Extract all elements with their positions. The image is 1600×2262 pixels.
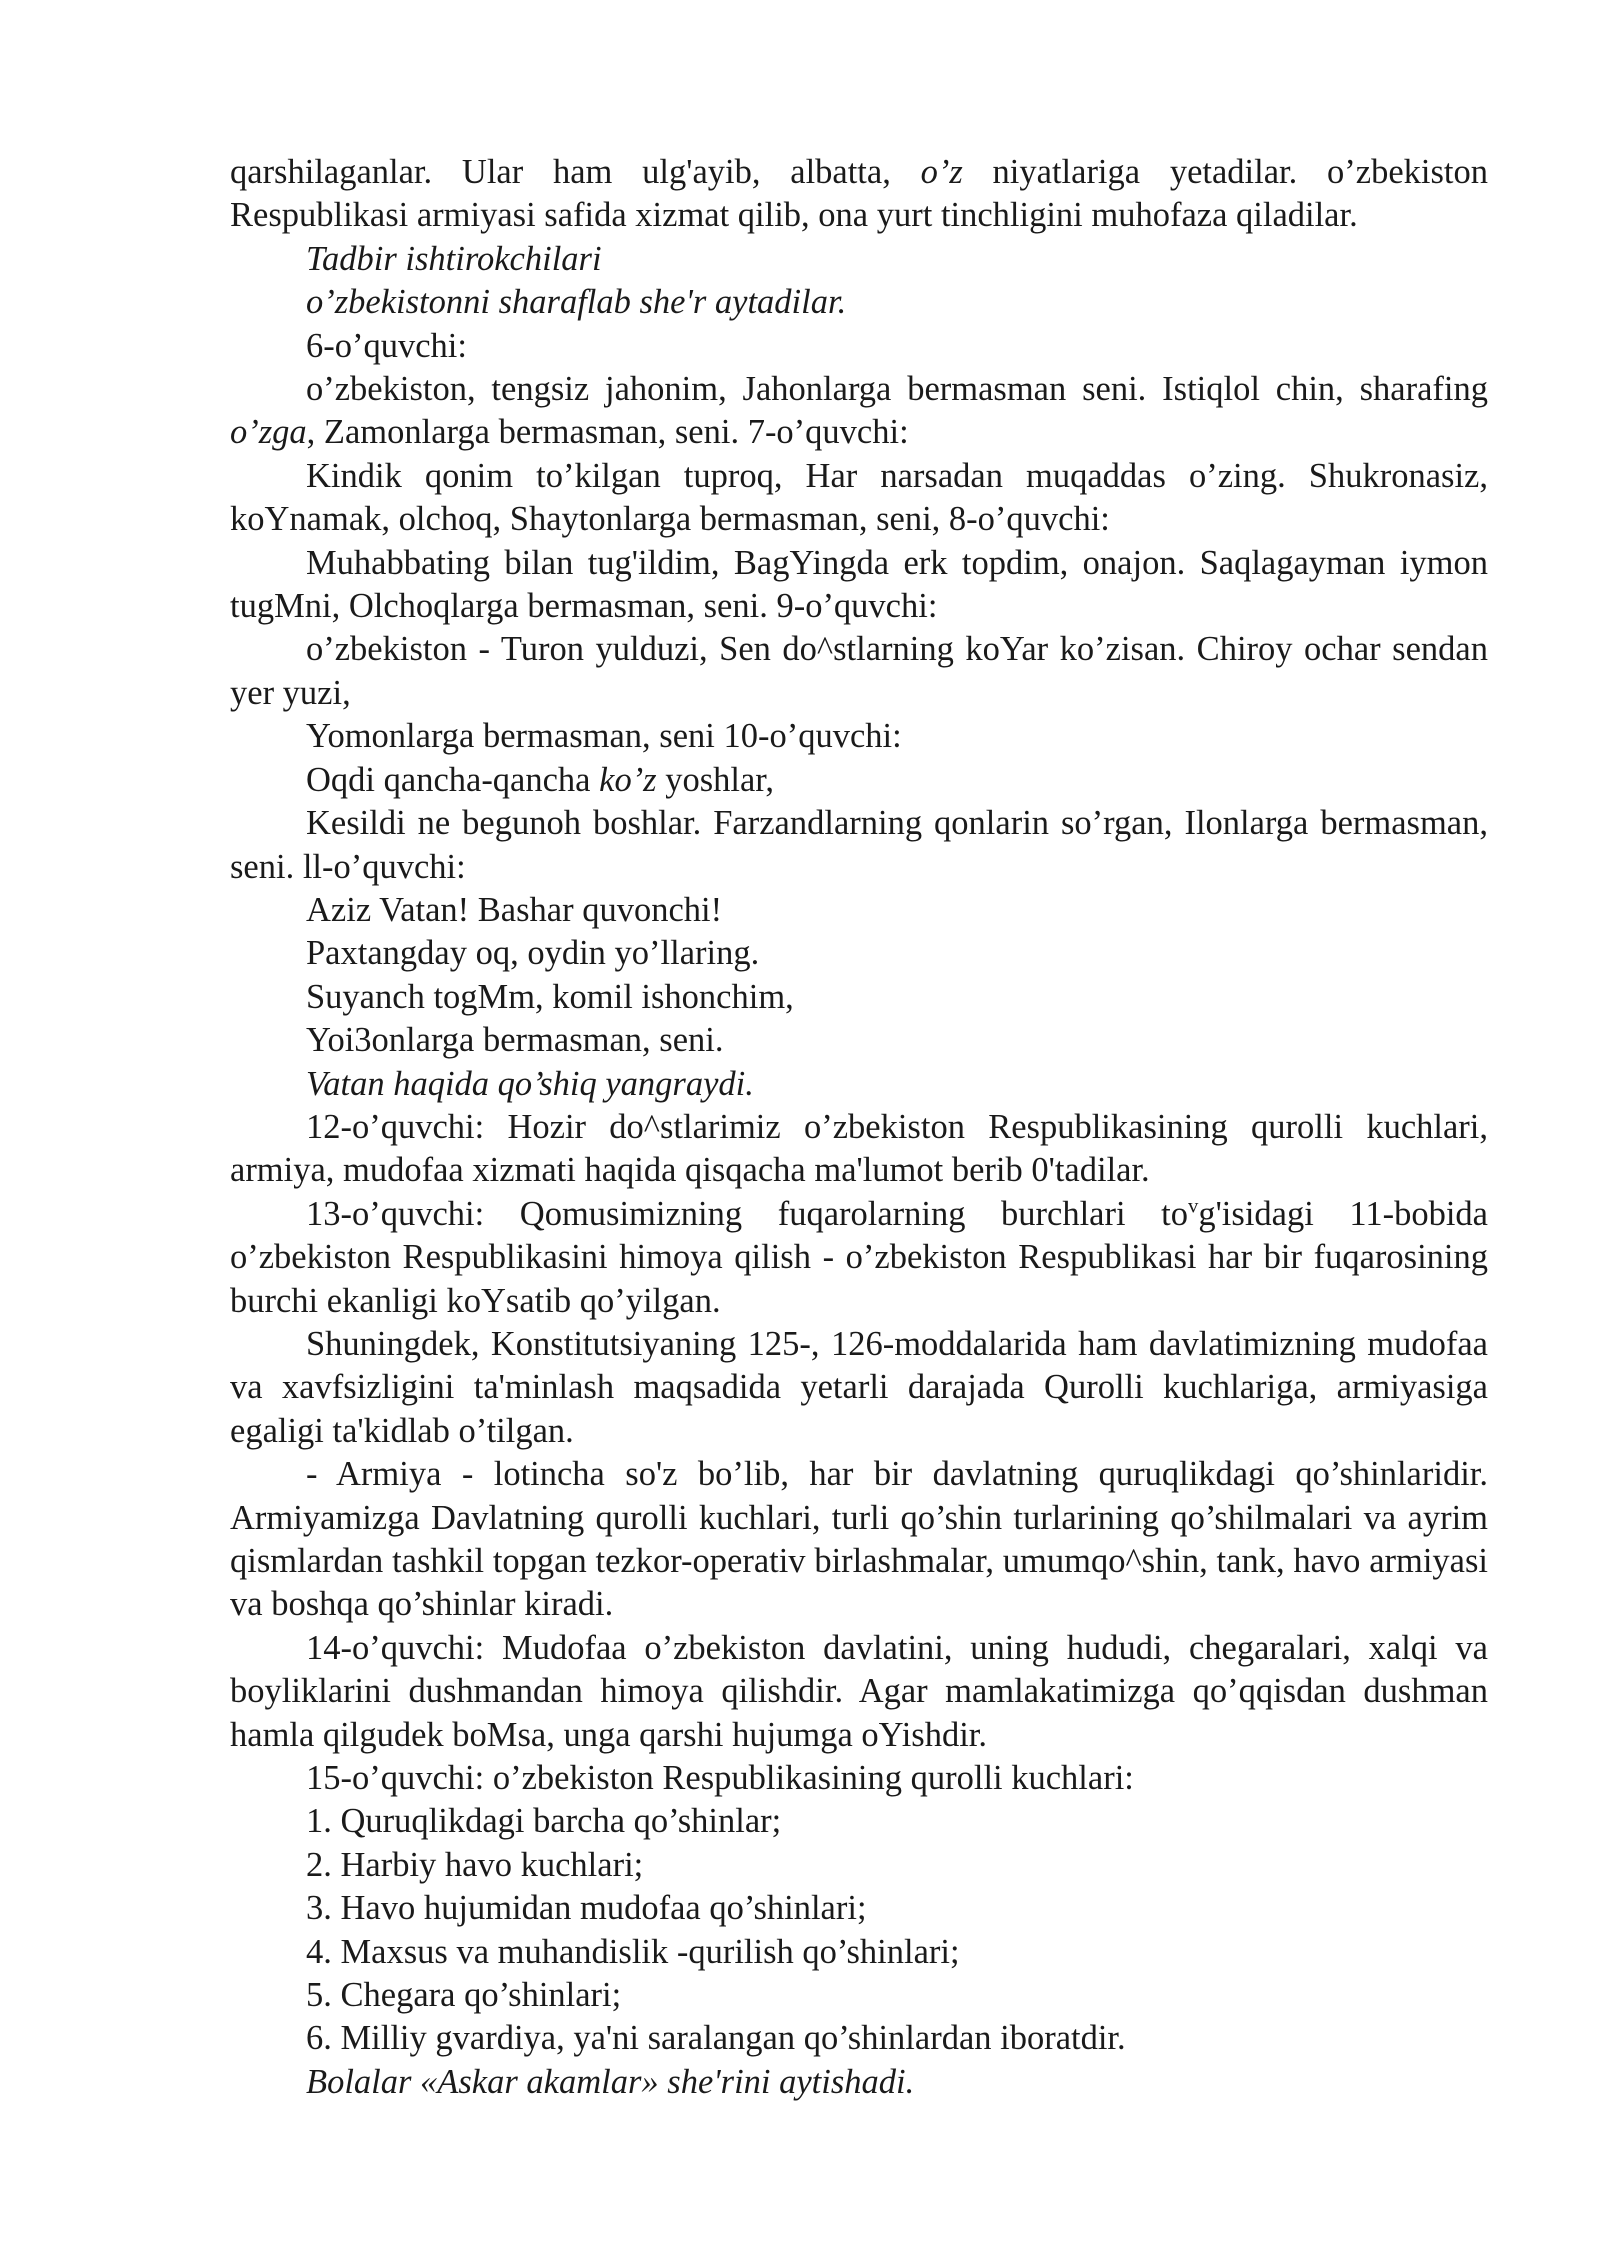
text-run: Yomonlarga bermasman, seni 10-o’quvchi: (306, 717, 902, 756)
paragraph (230, 2017, 1488, 2060)
text-run: Paxtangday oq, oydin yo’llaring. (306, 934, 760, 973)
text-run: 6. Milliy gvardiya, ya'ni saralangan qo’shinlardan iboratdir. (306, 2019, 1126, 2058)
text-run: 5. Chegara qo’shinlari; (306, 1976, 622, 2015)
paragraph (230, 1931, 1488, 1974)
text-run: 1. Quruqlikdagi barcha qo’shinlar; (306, 1802, 782, 1841)
text-run: Bolalar «Askar akamlar» she'rini aytishadi. (306, 2062, 915, 2101)
text-run: Shuningdek, Konstitutsiyaning 125-, 126-moddalarida ham davlatimizning mudofaa va xavfsizligini ta'minlash maqsadida yetarli darajada Qurolli kuchlariga, armiyasiga egaligi ta'kidlab o’tilgan. (230, 1324, 1488, 1450)
text-run: niyatlariga yetadilar. o’zbekiston Respublikasi armiyasi safida xizmat qilib, ona yurt tinchligini muhofaza qiladilar. (230, 153, 1488, 235)
text-run: o’z (920, 153, 963, 191)
text-run: , Zamonlarga bermasman, seni. 7-o’quvchi: (306, 413, 909, 452)
paragraph (230, 238, 1488, 281)
text-run: 14-o’quvchi: Mudofaa o’zbekiston davlatini, uning hududi, chegaralari, xalqi va boyliklarini dushmandan himoya qilishdir. Agar mamlakatimizga qo’qqisdan dushman hamla qilgudek boMsa, unga qarshi hujumga oYishdir. (230, 1628, 1488, 1754)
document-body (230, 151, 1488, 2104)
paragraph (230, 802, 1488, 889)
text-run: o’zbekiston, tengsiz jahonim, Jahonlarga bermasman seni. Istiqlol chin, sharafing (306, 370, 1488, 409)
paragraph (230, 151, 1488, 238)
paragraph (230, 2061, 1488, 2104)
text-run: 12-o’quvchi: Hozir do^stlarimiz o’zbekiston Respublikasining qurolli kuchlari, armiya, mudofaa xizmati haqida qisqacha ma'lumot berib 0'tadilar. (230, 1107, 1488, 1190)
paragraph (230, 889, 1488, 932)
paragraph (230, 281, 1488, 324)
text-run: 4. Maxsus va muhandislik -qurilish qo’shinlari; (306, 1932, 960, 1971)
text-run: Yoi3onlarga bermasman, seni. (306, 1021, 724, 1060)
text-run: g'isidagi 11-bobida o’zbekiston Respublikasini himoya qilish - o’zbekiston Respublikasi har bir fuqarosining burchi ekanligi koYsatib qo’yilgan. (230, 1194, 1488, 1320)
text-run: Tadbir ishtirokchilari (306, 239, 602, 278)
paragraph (230, 759, 1488, 802)
text-run: - Armiya - lotincha so'z bo’lib, har bir davlatning quruqlikdagi qo’shinlaridir. Armiyamizga Davlatning qurolli kuchlari, turli qo’shin turlarining qo’shilmalari va ayrim qismlardan tashkil topgan tezkor-operativ birlashmalar, umumqo^shin, tank, havo armiyasi va boshqa qo’shinlar kiradi. (230, 1455, 1488, 1624)
text-run: Aziz Vatan! Bashar quvonchi! (306, 890, 723, 929)
paragraph (230, 715, 1488, 758)
text-run: ko’z (599, 760, 657, 799)
paragraph (230, 455, 1488, 542)
text-run: Vatan haqida qo’shiq yangraydi. (306, 1064, 754, 1103)
text-run: o’zbekistonni sharaflab she'r aytadilar. (306, 283, 847, 322)
paragraph (230, 325, 1488, 368)
paragraph (230, 1800, 1488, 1843)
paragraph (230, 1106, 1488, 1193)
superscript-text: v (1188, 1195, 1199, 1218)
text-run: 13-o’quvchi: Qomusimizning fuqarolarning burchlari to (306, 1194, 1188, 1233)
paragraph (230, 628, 1488, 715)
paragraph (230, 1193, 1488, 1323)
paragraph (230, 368, 1488, 455)
paragraph (230, 1757, 1488, 1800)
paragraph (230, 1627, 1488, 1757)
paragraph (230, 1453, 1488, 1627)
text-run: Kesildi ne begunoh boshlar. Farzandlarning qonlarin so’rgan, Ilonlarga bermasman, seni. ll-o’quvchi: (230, 804, 1488, 886)
paragraph (230, 976, 1488, 1019)
paragraph (230, 1974, 1488, 2017)
paragraph (230, 1844, 1488, 1887)
text-run: qarshilaganlar. Ular ham ulg'ayib, albatta, (230, 153, 921, 191)
text-run: Muhabbating bilan tug'ildim, BagYingda erk topdim, onajon. Saqlagayman iymon tugMni, Olchoqlarga bermasman, seni. 9-o’quvchi: (230, 543, 1488, 626)
paragraph (230, 1019, 1488, 1062)
text-run: 3. Havo hujumidan mudofaa qo’shinlari; (306, 1889, 867, 1928)
text-run: 2. Harbiy havo kuchlari; (306, 1845, 644, 1884)
text-run: Suyanch togMm, komil ishonchim, (306, 977, 794, 1016)
text-run: yoshlar, (656, 760, 775, 799)
paragraph (230, 542, 1488, 629)
text-run: o’zbekiston - Turon yulduzi, Sen do^stlarning koYar ko’zisan. Chiroy ochar sendan yer yuzi, (230, 630, 1488, 712)
paragraph (230, 1887, 1488, 1930)
text-run: o’zga (230, 413, 307, 452)
text-run: 6-o’quvchi: (306, 326, 467, 365)
text-run: Oqdi qancha-qancha (306, 760, 600, 799)
paragraph (230, 1063, 1488, 1106)
text-run: 15-o’quvchi: o’zbekiston Respublikasining qurolli kuchlari: (306, 1759, 1134, 1798)
paragraph (230, 1323, 1488, 1453)
paragraph (230, 932, 1488, 975)
text-run: Kindik qonim to’kilgan tuproq, Har narsadan muqaddas o’zing. Shukronasiz, koYnamak, olchoq, Shaytonlarga bermasman, seni, 8-o’quvchi: (230, 456, 1488, 539)
